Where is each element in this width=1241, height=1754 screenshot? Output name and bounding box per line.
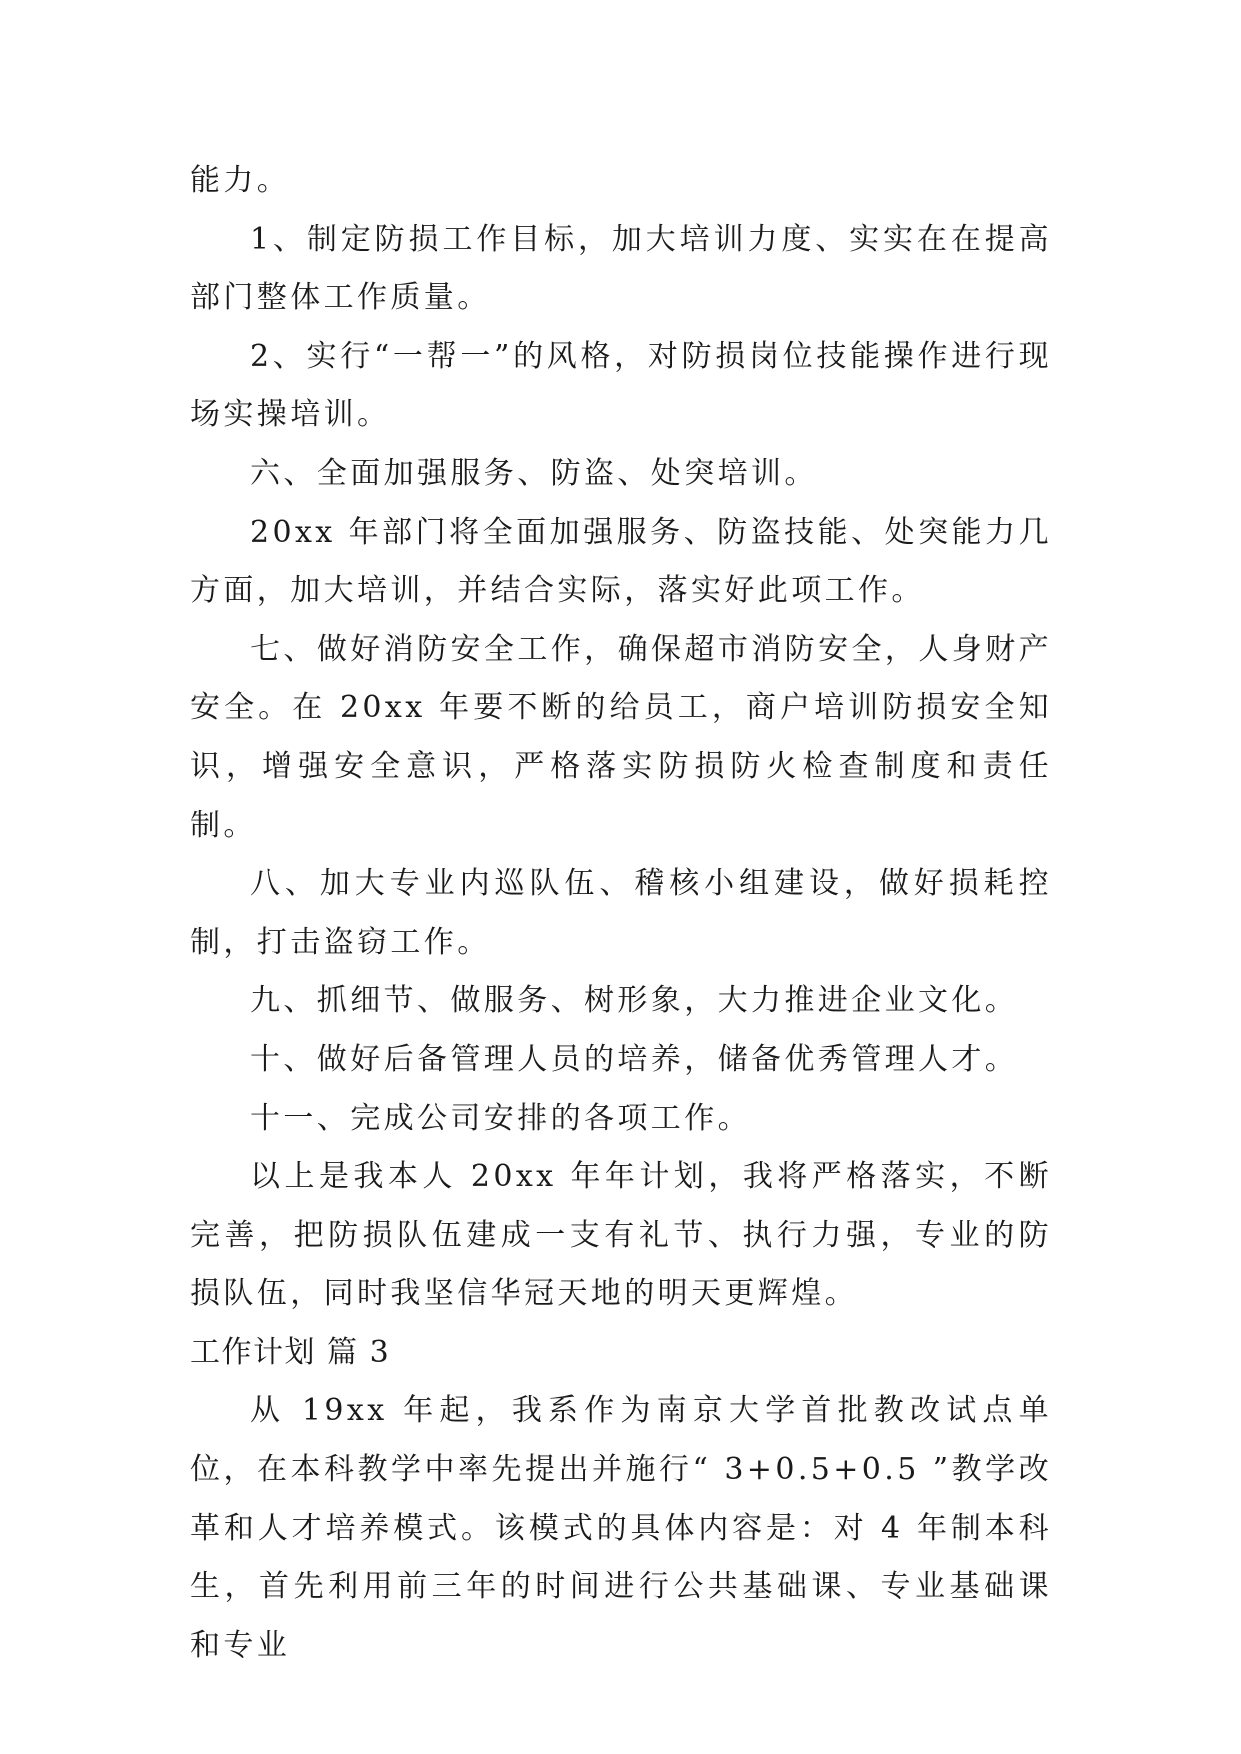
paragraph-item-1: 1、制定防损工作目标，加大培训力度、实实在在提高部门整体工作质量。 <box>190 221 1052 316</box>
paragraph-section-11: 十一、完成公司安排的各项工作。 <box>250 1100 751 1136</box>
paragraph-section-8: 八、加大专业内巡队伍、稽核小组建设，做好损耗控制，打击盗窃工作。 <box>190 866 1052 960</box>
paragraph-section-9: 九、抓细节、做服务、树形象，大力推进企业文化。 <box>250 983 1019 1019</box>
paragraph-section-6-body: 20xx 年部门将全面加强服务、防盗技能、处突能力几方面，加大培训，并结合实际，落实好此项工作。 <box>190 514 1052 609</box>
paragraph-item-2: 2、实行“一帮一”的风格，对防损岗位技能操作进行现场实操培训。 <box>190 338 1052 433</box>
paragraph-section-7: 七、做好消防安全工作，确保超市消防安全，人身财产安全。在 20xx 年要不断的给员工，商户培训防损安全知识，增强安全意识，严格落实防损防火检查制度和责任制。 <box>190 631 1052 843</box>
paragraph-section-10: 十、做好后备管理人员的培养，储备优秀管理人才。 <box>250 1041 1019 1077</box>
paragraph-plan-3-intro: 从 19xx 年起，我系作为南京大学首批教改试点单位，在本科教学中率先提出并施行“ 3+0.5+0.5 ”教学改革和人才培养模式。该模式的具体内容是：对 4 年制本科生，首先利用前三年的时间进行公共基础课、专业基础课和专业 <box>190 1393 1052 1663</box>
paragraph-conclusion: 以上是我本人 20xx 年年计划，我将严格落实，不断完善，把防损队伍建成一支有礼节、执行力强，专业的防损队伍，同时我坚信华冠天地的明天更辉煌。 <box>190 1159 1052 1312</box>
paragraph-section-6: 六、全面加强服务、防盗、处突培训。 <box>250 455 818 491</box>
section-heading: 工作计划 篇 3 <box>190 1334 391 1370</box>
paragraph-continuation: 能力。 <box>190 163 291 198</box>
document-body <box>190 152 1052 1675</box>
